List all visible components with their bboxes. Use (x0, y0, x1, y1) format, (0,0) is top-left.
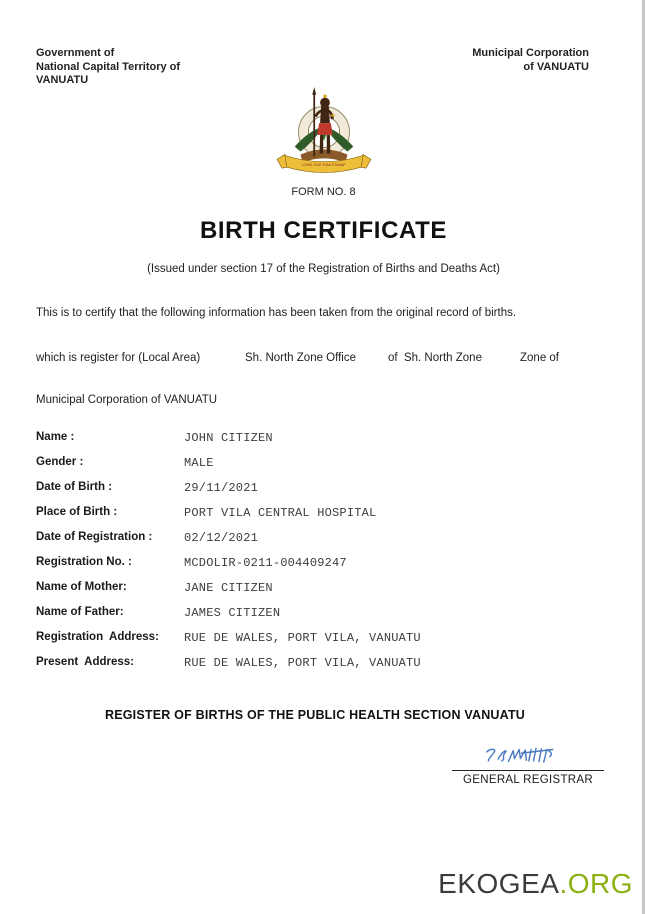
vanuatu-coat-of-arms-icon (275, 86, 373, 174)
field-row-registration-no (36, 556, 596, 576)
field-value: JANE CITIZEN (184, 581, 273, 595)
certificate-title: BIRTH CERTIFICATE (199, 217, 448, 244)
certificate-subtitle: (Issued under section 17 of the Registration of Births and Deaths Act) (147, 263, 500, 275)
field-value: JAMES CITIZEN (184, 606, 281, 620)
field-value: JOHN CITIZEN (184, 431, 273, 445)
field-value: MCDOLIR-0211-004409247 (184, 556, 347, 570)
register-zone-value: of Sh. North Zone (388, 352, 482, 364)
field-row-date-of-registration (36, 531, 596, 551)
field-label: Date of Registration : (36, 531, 153, 543)
field-label: Name of Father: (36, 606, 124, 618)
watermark-tld: .ORG (559, 868, 633, 899)
register-of-births-heading: REGISTER OF BIRTHS OF THE PUBLIC HEALTH SECTION VANUATU (104, 708, 526, 722)
field-label: Date of Birth : (36, 481, 113, 493)
field-row-mother-name (36, 581, 596, 601)
header-right-line2: of VANUATU (523, 60, 589, 73)
ekogea-watermark (438, 868, 633, 900)
field-value: 29/11/2021 (184, 481, 259, 495)
header-left-line2: National Capital Territory of (36, 60, 181, 73)
page-edge-line (642, 0, 645, 914)
register-line-prefix: which is register for (Local Area) (36, 352, 201, 364)
certify-statement: This is to certify that the following information has been taken from the original record of births. (36, 307, 517, 319)
field-label: Name of Mother: (36, 581, 127, 593)
field-row-place-of-birth (36, 506, 596, 526)
field-value: RUE DE WALES, PORT VILA, VANUATU (184, 656, 421, 670)
field-label: Registration No. : (36, 556, 132, 568)
emblem-motto: LONG GOD YUMI STANAP (301, 163, 346, 168)
field-label: Gender : (36, 456, 84, 468)
field-row-present-address (36, 656, 596, 676)
field-label: Place of Birth : (36, 506, 118, 518)
form-number: FORM NO. 8 (291, 186, 356, 198)
field-value: RUE DE WALES, PORT VILA, VANUATU (184, 631, 421, 645)
watermark-brand: EKOGEA (438, 868, 560, 899)
header-right-line1: Municipal Corporation (472, 47, 589, 59)
register-office-value: Sh. North Zone Office (245, 352, 357, 364)
header-left-line3: VANUATU (36, 74, 89, 86)
field-label: Name : (36, 431, 75, 443)
field-row-registration-address (36, 631, 596, 651)
field-value: MALE (184, 456, 214, 470)
general-registrar-label: GENERAL REGISTRAR (463, 774, 593, 786)
header-left-line1: Government of (36, 47, 115, 59)
register-line-suffix: Zone of (520, 352, 559, 364)
field-row-father-name (36, 606, 596, 626)
issuing-authority-left (36, 47, 180, 88)
corporation-line: Municipal Corporation of VANUATU (36, 394, 218, 406)
field-row-name (36, 431, 596, 451)
issuing-authority-right (472, 47, 589, 74)
field-value: PORT VILA CENTRAL HOSPITAL (184, 506, 377, 520)
field-label: Present Address: (36, 656, 134, 668)
field-row-date-of-birth (36, 481, 596, 501)
field-row-gender (36, 456, 596, 476)
field-value: 02/12/2021 (184, 531, 259, 545)
field-label: Registration Address: (36, 631, 159, 643)
signature-line (452, 770, 604, 771)
